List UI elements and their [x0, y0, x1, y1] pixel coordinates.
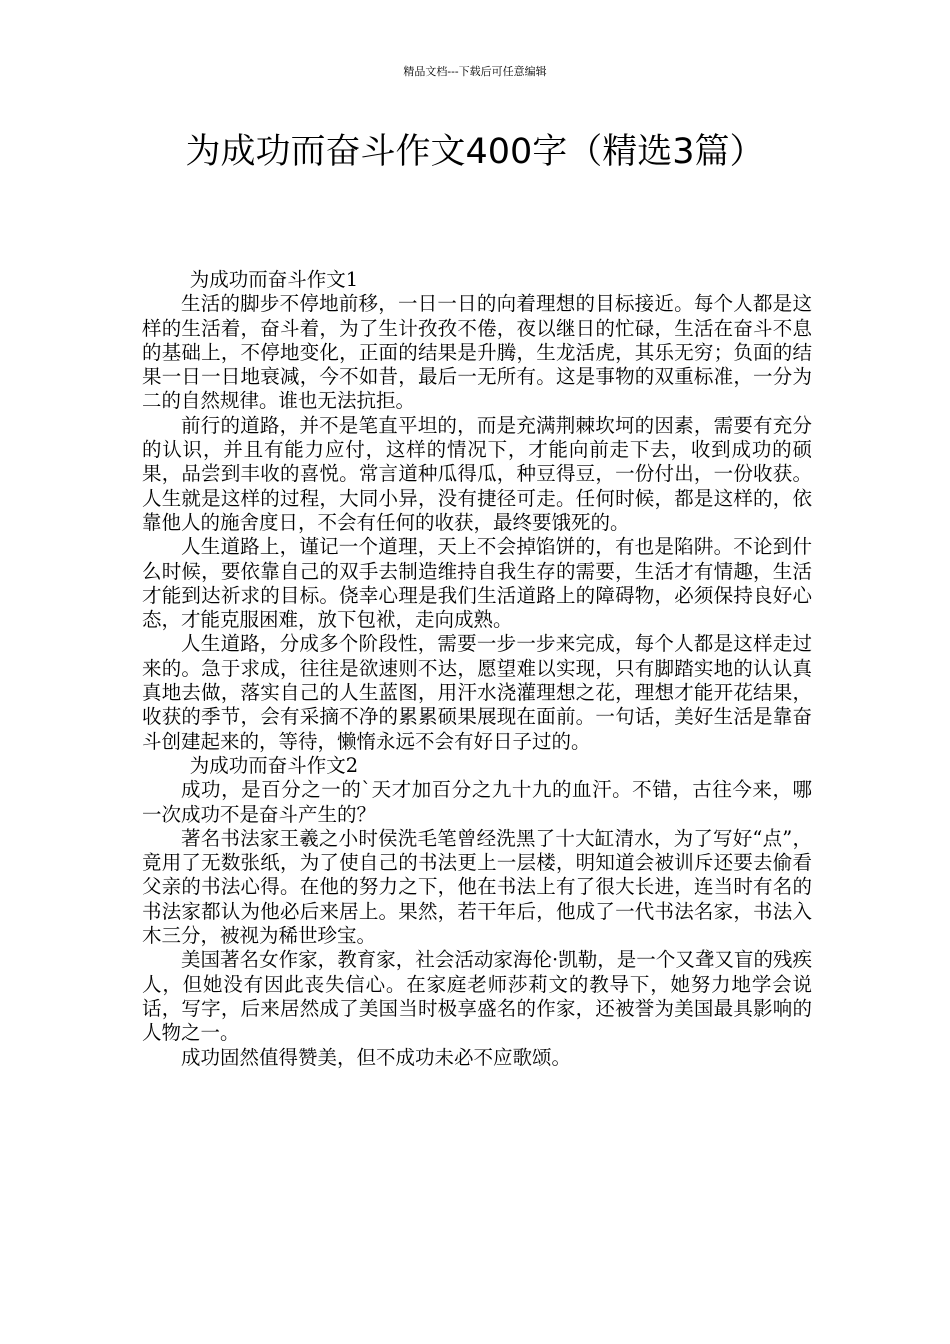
- article-body: [142, 268, 812, 1070]
- section-heading-1: 为成功而奋斗作文1: [189, 268, 359, 291]
- paragraph: 人生道路，分成多个阶段性，需要一步一步来完成，每个人都是这样走过来的。急于求成，往往是欲速则不达，愿望难以实现，只有脚踏实地的认认真真地去做，落实自己的人生蓝图，用汗水浇灌理想之花，理想才能开花结果，收获的季节，会有采摘不净的累累硕果展现在面前。一句话，美好生活是靠奋斗创建起来的，等待，懒惰永远不会有好日子过的。: [142, 632, 812, 753]
- paragraph: 著名书法家王羲之小时侯洗毛笔曾经洗黑了十大缸清水，为了写好“点”，竟用了无数张纸，为了使自己的书法更上一层楼，明知道会被训斥还要去偷看父亲的书法心得。在他的努力之下，他在书法上有了很大长进，连当时有名的书法家都认为他必后来居上。果然，若干年后，他成了一代书法名家，书法入木三分，被视为稀世珍宝。: [142, 826, 812, 948]
- header-note: 精品文档---下载后可任意编辑: [403, 65, 547, 78]
- paragraph: 生活的脚步不停地前移，一日一日的向着理想的目标接近。每个人都是这样的生活着，奋斗着，为了生计孜孜不倦，夜以继日的忙碌，生活在奋斗不息的基础上，不停地变化，正面的结果是升腾，生龙活虎，其乐无穷；负面的结果一日一日地衰减，今不如昔，最后一无所有。这是事物的双重标准，一分为二的自然规律。谁也无法抗拒。: [142, 292, 812, 413]
- page-title: 为成功而奋斗作文400字（精选3篇）: [185, 132, 765, 172]
- paragraph: 人生道路上，谨记一个道理，天上不会掉馅饼的，有也是陷阱。不论到什么时候，要依靠自己的双手去制造维持自我生存的需要，生活才有情趣，生活才能到达祈求的目标。侥幸心理是我们生活道路上的障碍物，必须保持良好心态，才能克服困难，放下包袱，走向成熟。: [142, 535, 812, 632]
- paragraph: 成功，是百分之一的`天才加百分之九十九的血汗。不错，古往今来，哪一次成功不是奋斗产生的？: [142, 778, 812, 826]
- paragraph: 美国著名女作家，教育家，社会活动家海伦·凯勒，是一个又聋又盲的残疾人，但她没有因此丧失信心。在家庭老师莎莉文的教导下，她努力地学会说话，写字，后来居然成了美国当时极享盛名的作家，还被誉为美国最具影响的人物之一。: [142, 948, 812, 1045]
- section-heading-2: 为成功而奋斗作文2: [189, 753, 359, 777]
- paragraph: 前行的道路，并不是笔直平坦的，而是充满荆棘坎坷的因素，需要有充分的认识，并且有能力应付，这样的情况下，才能向前走下去，收到成功的硕果，品尝到丰收的喜悦。常言道种瓜得瓜，种豆得豆，一份付出，一份收获。人生就是这样的过程，大同小异，没有捷径可走。任何时候，都是这样的，依靠他人的施舍度日，不会有任何的收获，最终要饿死的。: [142, 413, 812, 534]
- paragraph: 成功固然值得赞美，但不成功未必不应歌颂。: [181, 1045, 572, 1069]
